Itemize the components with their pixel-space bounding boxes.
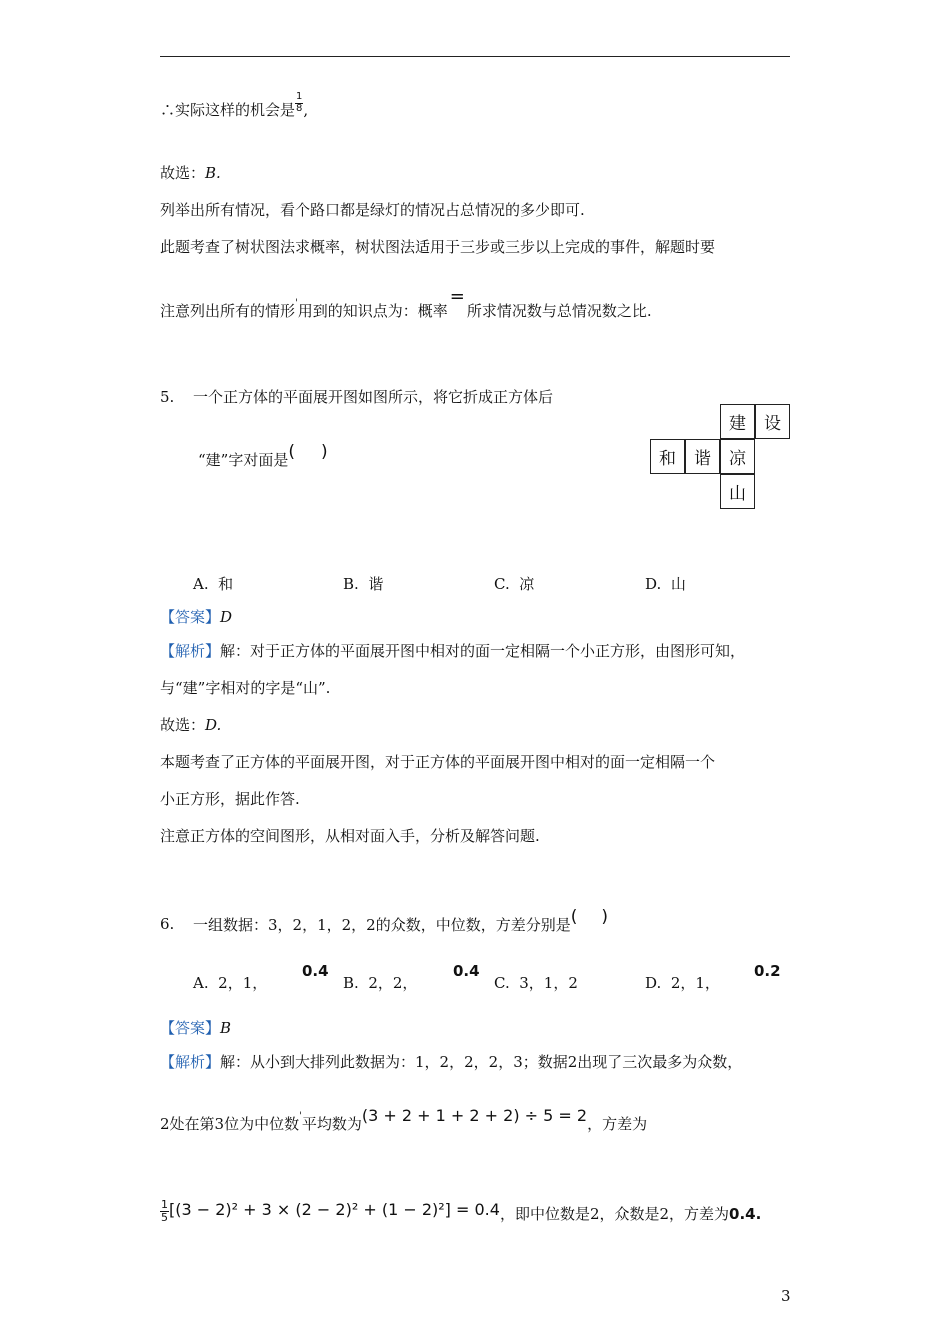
q5-note-1: 本题考查了正方体的平面展开图，对于正方体的平面展开图中相对的面一定相隔一个	[160, 753, 716, 771]
option-label: C.	[494, 575, 510, 593]
option-text: 和	[218, 575, 234, 593]
q6-variance-line	[160, 1198, 762, 1227]
q5-option-c	[494, 577, 534, 592]
p3-part-a: 注意列出所有的情形	[160, 302, 296, 320]
option-label: B.	[343, 974, 359, 992]
q6-option-a	[193, 976, 267, 991]
equals-sign: =	[449, 286, 465, 307]
q5-number: 5.	[160, 388, 175, 406]
paren-open: (	[288, 442, 295, 462]
net-cell-shan: 山	[720, 474, 755, 509]
q6-analysis-line1	[160, 1055, 742, 1070]
mean-formula: (3 + 2 + 1 + 2 + 2) ÷ 5 = 2	[361, 1106, 588, 1125]
p3-part-b: 用到的知识点为：概率	[297, 302, 448, 320]
analysis2-part-c: ，方差为	[587, 1115, 648, 1133]
paren-close: )	[320, 442, 328, 462]
analysis-tag: 【解析】	[160, 1053, 221, 1071]
option-label: A.	[193, 974, 209, 992]
option-text: 2，1，	[670, 974, 720, 992]
option-text: 3，1，2	[519, 974, 578, 992]
option-label: C.	[494, 974, 510, 992]
choose-label: 故选：	[160, 716, 206, 734]
q6-number: 6.	[160, 915, 175, 933]
q5-analysis-line1	[160, 644, 745, 659]
q6-option-b-math: 0.4	[453, 962, 480, 980]
prev-paragraph-3	[160, 286, 652, 320]
choose-value: B.	[205, 164, 221, 182]
variance-formula: [(3 − 2)² + 3 × (2 − 2)² + (1 − 2)²] = 0.4	[169, 1200, 500, 1220]
p3-part-c: 所求情况数与总情况数之比.	[466, 302, 652, 320]
page-number: 3	[781, 1287, 791, 1305]
prev-line1	[160, 91, 309, 122]
choose-value: D.	[205, 716, 222, 734]
frac-num: 1	[296, 91, 303, 102]
q6-option-a-math: 0.4	[302, 962, 329, 980]
prev-paragraph-1: 列举出所有情况，看个路口都是绿灯的情况占总情况的多少即可.	[160, 201, 585, 219]
analysis-text: 解：从小到大排列此数据为：1，2，2，2，3；数据2出现了三次最多为众数，	[220, 1053, 743, 1071]
q6-stem	[193, 907, 609, 934]
q6-option-b	[343, 976, 417, 991]
frac-den: 5	[161, 1210, 168, 1224]
net-cell-jian: 建	[720, 404, 755, 439]
answer-tag: 【答案】	[160, 1019, 221, 1037]
prev-choose	[160, 166, 221, 181]
q6-stem-text: 一组数据：3，2，1，2，2的众数，中位数，方差分别是	[193, 916, 571, 934]
paren-close: )	[601, 907, 609, 927]
analysis-text: 解：对于正方体的平面展开图中相对的面一定相隔一个小正方形，由图形可知，	[220, 642, 746, 660]
option-label: D.	[645, 575, 662, 593]
option-label: D.	[645, 974, 662, 992]
analysis2-part-a: 2处在第3位为中位数	[160, 1115, 300, 1133]
net-cell-he: 和	[650, 439, 685, 474]
answer-value: B	[220, 1019, 232, 1037]
q5-stem-line1: 一个正方体的平面展开图如图所示，将它折成正方体后	[193, 388, 554, 406]
variance-result: 0.4.	[729, 1205, 762, 1224]
analysis2-part-b: 平均数为	[301, 1115, 362, 1133]
q6-answer	[160, 1021, 231, 1036]
analysis-tag: 【解析】	[160, 642, 221, 660]
option-label: A.	[193, 575, 209, 593]
q5-choose	[160, 718, 221, 733]
q6-analysis-line2	[160, 1106, 648, 1133]
frac-den: 8	[296, 102, 303, 114]
fraction-1-8	[295, 92, 303, 114]
q5-stem2-text: “建”字对面是	[198, 451, 289, 469]
prev-paragraph-2: 此题考查了树状图法求概率，树状图法适用于三步或三步以上完成的事件，解题时要	[160, 238, 716, 256]
option-label: B.	[343, 575, 359, 593]
q5-stem-line2	[198, 442, 328, 469]
net-cell-liang: 凉	[720, 439, 755, 474]
dot-mark: '	[299, 1111, 302, 1122]
q5-analysis-line2: 与“建”字相对的字是“山”.	[160, 679, 331, 697]
fraction-1-5	[160, 1199, 169, 1223]
answer-tag: 【答案】	[160, 608, 221, 626]
choose-label: 故选：	[160, 164, 206, 182]
q6-option-d	[645, 976, 720, 991]
q6-option-d-math: 0.2	[754, 962, 781, 980]
net-cell-she: 设	[755, 404, 790, 439]
prev-line1-suffix: ,	[303, 101, 309, 119]
prev-line1-text: ∴实际这样的机会是	[160, 101, 296, 119]
variance-tail: ，即中位数是2，众数是2，方差为	[499, 1205, 730, 1224]
top-rule	[160, 56, 790, 57]
q5-option-b	[343, 577, 383, 592]
answer-value: D	[220, 608, 233, 626]
dot-mark: '	[295, 298, 298, 309]
q6-option-c	[494, 976, 578, 991]
option-text: 山	[670, 575, 686, 593]
cube-net-figure	[650, 404, 792, 510]
q5-answer	[160, 610, 232, 625]
q5-option-a	[193, 577, 233, 592]
option-text: 2，2，	[368, 974, 418, 992]
net-cell-xie: 谐	[685, 439, 720, 474]
q5-option-d	[645, 577, 686, 592]
paren-open: (	[570, 907, 578, 927]
q5-note-2: 小正方形，据此作答.	[160, 790, 300, 808]
option-text: 2，1，	[218, 974, 268, 992]
option-text: 凉	[519, 575, 535, 593]
frac-num: 1	[161, 1198, 168, 1211]
q5-note-3: 注意正方体的空间图形，从相对面入手，分析及解答问题.	[160, 827, 540, 845]
option-text: 谐	[368, 575, 384, 593]
